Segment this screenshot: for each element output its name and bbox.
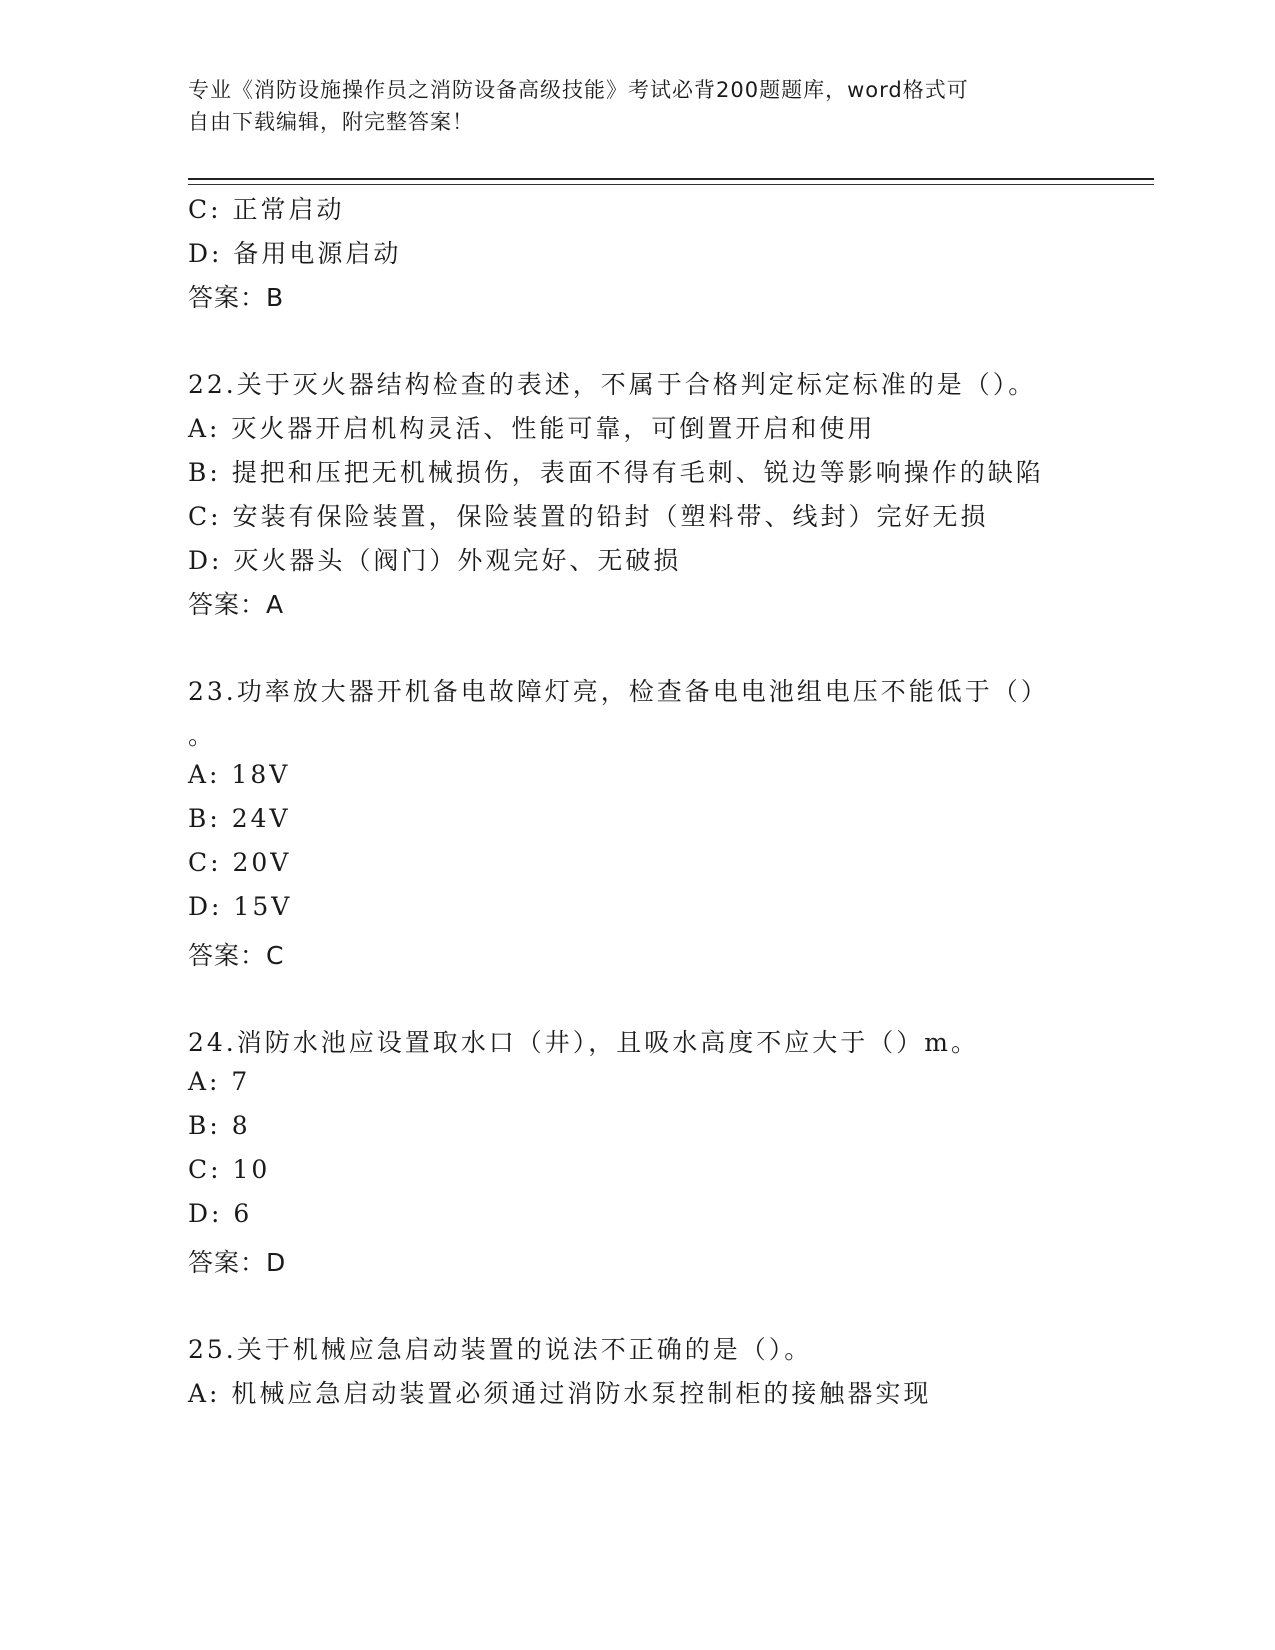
q25-question: 25.关于机械应急启动装置的说法不正确的是（）。 (188, 1335, 813, 1364)
q23-answer: 答案：C (188, 941, 285, 970)
q21-option-c: C: 正常启动 (188, 195, 345, 224)
q22-option-a: A: 灭火器开启机构灵活、性能可靠，可倒置开启和使用 (188, 414, 876, 443)
q23-option-a: A: 18V (188, 760, 291, 789)
q22-option-b: B: 提把和压把无机械损伤，表面不得有毛刺、锐边等影响操作的缺陷 (188, 458, 1044, 487)
q24-option-a: A: 7 (188, 1067, 251, 1096)
q24-answer: 答案：D (188, 1248, 287, 1277)
q21-option-d: D: 备用电源启动 (188, 239, 402, 268)
q24-question: 24.消防水池应设置取水口（井），且吸水高度不应大于（）m。 (188, 1028, 979, 1057)
q22-option-c: C: 安装有保险装置，保险装置的铅封（塑料带、线封）完好无损 (188, 502, 989, 531)
header-divider-thin (188, 184, 1154, 185)
q24-option-b: B: 8 (188, 1111, 251, 1140)
q24-option-d: D: 6 (188, 1199, 253, 1228)
q23-option-d: D: 15V (188, 892, 293, 921)
q23-question: 23.功率放大器开机备电故障灯亮，检查备电电池组电压不能低于（） (188, 677, 1049, 706)
q24-option-c: C: 10 (188, 1155, 271, 1184)
q22-option-d: D: 灭火器头（阀门）外观完好、无破损 (188, 546, 682, 575)
q23-option-b: B: 24V (188, 804, 291, 833)
q25-option-a: A: 机械应急启动装置必须通过消防水泵控制柜的接触器实现 (188, 1379, 932, 1408)
header-line-1: 专业《消防设施操作员之消防设备高级技能》考试必背200题题库，word格式可 (188, 78, 969, 102)
q22-question: 22.关于灭火器结构检查的表述，不属于合格判定标定标准的是（）。 (188, 370, 1037, 399)
document-header (188, 74, 1088, 138)
q22-answer: 答案：A (188, 590, 285, 619)
q23-question-continuation: 。 (188, 721, 217, 750)
header-divider-thick (188, 178, 1154, 180)
header-line-2: 自由下载编辑，附完整答案！ (188, 110, 474, 134)
q23-option-c: C: 20V (188, 848, 292, 877)
q21-answer: 答案：B (188, 283, 285, 312)
